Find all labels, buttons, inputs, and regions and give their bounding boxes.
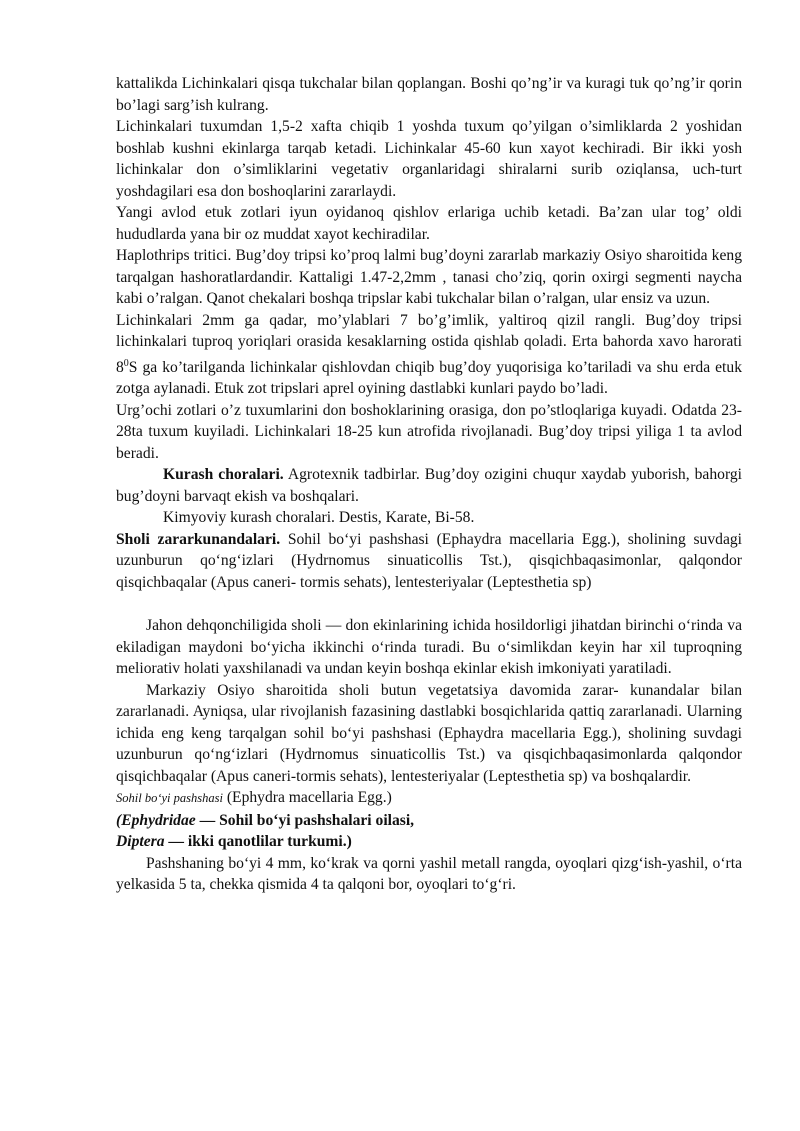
text-before-superscript: Lichinkalari 2mm ga qadar, mo’ylablari 7 bo’g’imlik, yaltiroq qizil rangli. Bug’doy tripsi lichinkalari tuproq yoriqlari orasida kesaklarning ostida qishlab qoladi. Erta bahorda xavo harorati 8 [116, 311, 742, 376]
paragraph-gap [116, 593, 742, 615]
paragraph-rice-pests [116, 529, 742, 594]
paragraph-family [116, 810, 742, 832]
text-after-superscript: S ga ko’tarilganda lichinkalar qishlovdan chiqib bug’doy yuqorisiga ko’tariladi va shu erda etuk zotga aylanadi. Etuk zot tripslari aprel oyining dastlabki kunlari paydo bo’ladi. [116, 358, 742, 398]
heading-sholi-zararkunandalari: Sholi zararkunandalari. [116, 530, 281, 548]
control-measures-text: Agrotexnik tadbirlar. Bug’doy ozigini chuqur xaydab yuborish, bahorgi bug’doyni barvaqt ekish va boshqalari. [116, 466, 742, 505]
species-latin: (Ephydra macellaria Egg.) [222, 789, 392, 807]
rice-pests-text: Sohil bo‘yi pashshasi (Ephaydra macellaria Egg.), sholining suvdagi uzunburun qo‘ng‘izlari (Hydrnomus sinuaticollis Tst.), qisqichbaqasimonlar, qalqondor qisqichbaqalar (Apus caneri- tormis sehats), lentesteriyalar (Leptesthetia sp) [116, 530, 742, 591]
species-name-small: Sohil bo‘yi pashshasi [116, 791, 223, 806]
heading-kurash-choralari: Kurash choralari. [163, 466, 284, 484]
paragraph-chemical-control: Kimyoviy kurash choralari. Destis, Karate, Bi-58. [163, 509, 475, 527]
paragraph-female-eggs: Urg’ochi zotlari o’z tuxumlarini don boshoklarining orasiga, don po’stloqlariga kuyadi. Odatda 23-28ta tuxum kuyiladi. Lichinkalari 18-25 kun atrofida rivojlanadi. Bug’doy tripsi yiliga 1 ta avlod beradi. [116, 401, 742, 462]
paragraph-haplothrips: Haplothrips tritici. Bug’doy tripsi ko’proq lalmi bug’doyni zararlab markaziy Osiyo sharoitida keng tarqalgan hashoratlardandir. Kattaligi 1.47-2,2mm , tanasi cho’ziq, qorin oxirgi segmenti naycha kabi o’ralgan. Qanot chekalari boshqa tripslar kabi tukchalar bilan o’ralgan, ular ensiz va uzun. [116, 247, 742, 307]
paragraph-thrips-larvae [116, 310, 742, 400]
page-body [116, 73, 742, 896]
paragraph-central-asia-rice: Markaziy Osiyo sharoitida sholi butun vegetatsiya davomida zarar- kunandalar bilan zararlanadi. Ayniqsa, ular rivojlanish fazasining dastlabki bosqichlarida qattiq zararlanadi. Ularning ichida eng keng tarqalgan sohil bo‘yi pashshasi (Ephaydra macellaria Egg.), sholining suvdagi uzunburun qo‘ng‘izlari (Hydrnomus sinuaticollis Tst.) va qisqichbaqasimonlarda qalqondor qisqichbaqalar (Apus caneri-tormis sehats), lentesteriyalar (Leptesthetia sp) va boshqalardir. [116, 681, 742, 785]
paragraph-larva-development: Lichinkalari tuxumdan 1,5-2 xafta chiqib 1 yoshda tuxum qo’yilgan o’simliklarda 2 yoshidan boshlab kushni ekinlarga tarqab ketadi. Lichinkalar 45-60 kun xayot kechiradi. Bir ikki yosh lichinkalar don o’simliklarini vegetativ organlaridagi shiralarni surib oziqlansa, uch-turt yoshdagilari esa don boshoqlarini zararlaydi. [116, 118, 742, 200]
paragraph-rice-importance: Jahon dehqonchiligida sholi — don ekinlarining ichida hosildorligi jihatdan birinchi o‘rinda va ekiladigan maydoni bo‘yicha ikkinchi o‘rinda turadi. Bu o‘simlikdan keyin har xil tuproqning meliorativ holati yaxshilanadi va undan keyin boshqa ekinlar ekish imkoniyati yaratiladi. [116, 617, 742, 678]
family-latin: (Ephydridae [116, 811, 196, 829]
order-text: — ikki qanotlilar turkumi.) [164, 833, 352, 851]
paragraph-larva-description: kattalikda Lichinkalari qisqa tukchalar bilan qoplangan. Boshi qo’ng’ir va kuragi tuk qo’ng’ir qorin bo’lagi sarg’ish kulrang. [116, 75, 742, 114]
paragraph-sohil-title [116, 787, 742, 810]
paragraph-order [116, 831, 742, 853]
paragraph-new-generation: Yangi avlod etuk zotlari iyun oyidanoq qishlov erlariga uchib ketadi. Ba’zan ular tog’ oldi hududlarda yana bir oz muddat xayot kechiradilar. [116, 204, 742, 243]
family-text: — Sohil bo‘yi pashshalari oilasi, [195, 811, 415, 829]
paragraph-fly-description: Pashshaning bo‘yi 4 mm, ko‘krak va qorni yashil metall rangda, oyoqlari qizg‘ish-yashil, o‘rta yelkasida 5 ta, chekka qismida 4 ta qalqoni bor, oyoqlari to‘g‘ri. [116, 854, 742, 894]
superscript-degree: 0 [123, 357, 129, 369]
order-latin: Diptera [116, 833, 165, 851]
paragraph-control-measures [116, 464, 742, 507]
